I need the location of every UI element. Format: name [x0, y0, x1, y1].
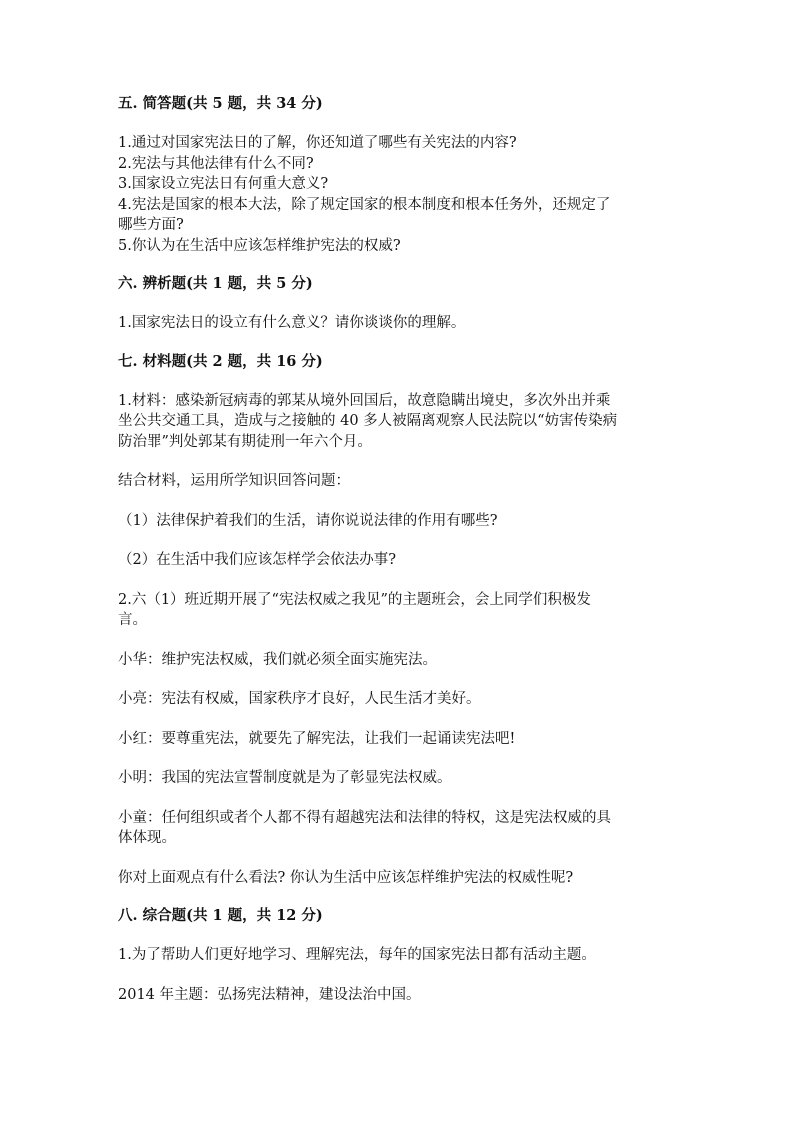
- question-text: 1.通过对国家宪法日的了解，你还知道了哪些有关宪法的内容?: [118, 135, 517, 151]
- question-text: 4.宪法是国家的根本大法，除了规定国家的根本制度和根本任务外，还规定了: [118, 196, 611, 213]
- speaker-statement: 小华：维护宪法权威，我们就必须全面实施宪法。: [118, 651, 437, 668]
- exam-page: [118, 94, 678, 1005]
- material-text: 坐公共交通工具，造成与之接触的 40 多人被隔离观察人民法院以“妨害传染病: [118, 413, 618, 429]
- speaker-statement: 小童：任何组织或者个人都不得有超越宪法和法律的特权，这是宪法权威的具: [118, 809, 611, 826]
- material-text: 言。: [118, 612, 147, 628]
- question-text: 5.你认为在生活中应该怎样维护宪法的权威?: [118, 237, 401, 254]
- material-text: 防治罪”判处郭某有期徒刑一年六个月。: [118, 433, 372, 450]
- speaker-statement: 小红：要尊重宪法，就要先了解宪法，让我们一起诵读宪法吧!: [118, 730, 516, 747]
- sub-question: （1）法律保护着我们的生活，请你说说法律的作用有哪些?: [118, 512, 498, 529]
- sub-question: （2）在生活中我们应该怎样学会依法办事?: [118, 552, 396, 568]
- question-text: 哪些方面?: [118, 217, 184, 233]
- question-text: 你对上面观点有什么看法? 你认为生活中应该怎样维护宪法的权威性呢?: [118, 869, 574, 886]
- section-title-analysis: 六. 辨析题(共 1 题，共 5 分): [118, 275, 313, 292]
- material-text: 2.六（1）班近期开展了“宪法权威之我见”的主题班会，会上同学们积极发: [118, 591, 591, 608]
- section-title-comprehensive: 八. 综合题(共 1 题，共 12 分): [118, 907, 323, 924]
- material-text: 1.材料：感染新冠病毒的郭某从境外回国后，故意隐瞒出境史，多次外出并乘: [118, 392, 611, 409]
- material-prompt: 结合材料，运用所学知识回答问题：: [118, 473, 350, 489]
- section-title-material: 七. 材料题(共 2 题，共 16 分): [118, 352, 323, 370]
- question-text: 3.国家设立宪法日有何重大意义?: [118, 176, 329, 192]
- speaker-statement: 体体现。: [118, 830, 176, 846]
- speaker-statement: 小明：我国的宪法宣誓制度就是为了彰显宪法权威。: [118, 770, 452, 786]
- speaker-statement: 小亮：宪法有权威，国家秩序才良好，人民生活才美好。: [118, 691, 481, 707]
- section-title-short-answer: 五. 简答题(共 5 题，共 34 分): [118, 95, 323, 112]
- question-text: 2.宪法与其他法律有什么不同?: [118, 155, 314, 172]
- question-text: 1.国家宪法日的设立有什么意义？请你谈谈你的理解。: [118, 315, 466, 331]
- question-text: 1.为了帮助人们更好地学习、理解宪法，每年的国家宪法日都有活动主题。: [118, 947, 596, 963]
- question-text: 2014 年主题：弘扬宪法精神，建设法治中国。: [118, 986, 421, 1003]
